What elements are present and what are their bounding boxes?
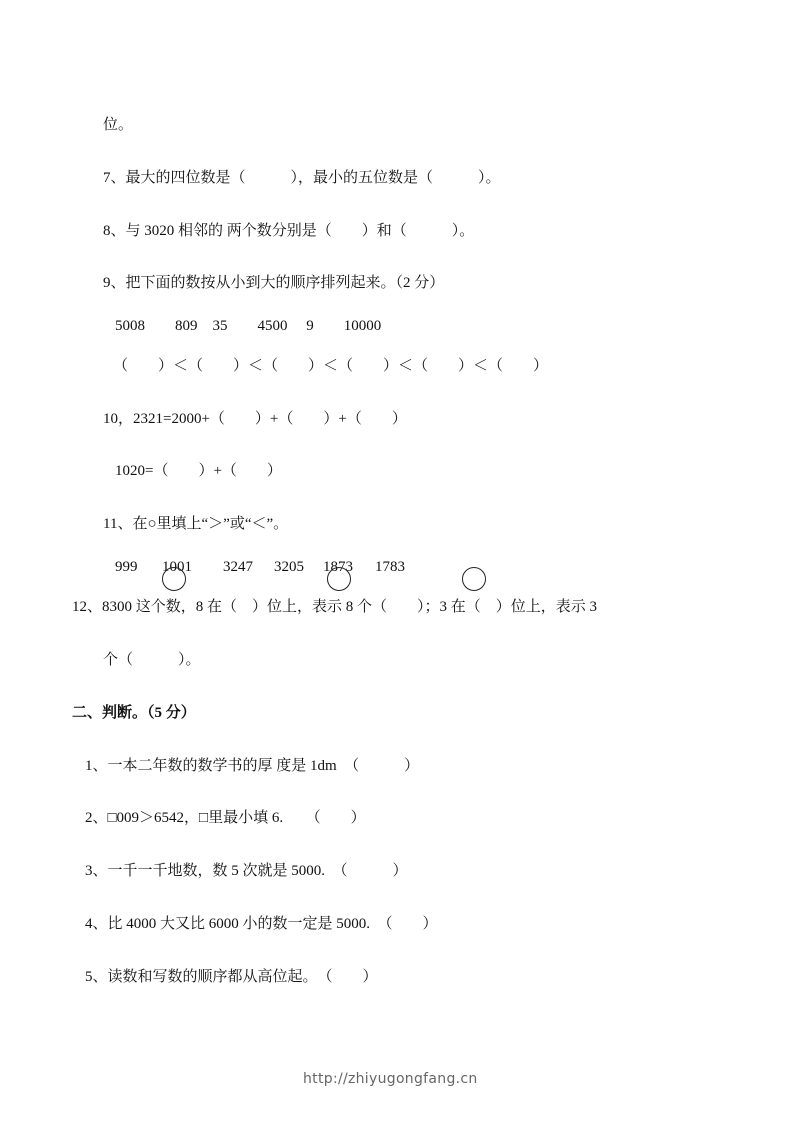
question-9-blanks: （ ）＜（ ）＜（ ）＜（ ）＜（ ）＜（ ） — [113, 358, 549, 374]
question-6-continuation: 位。 — [103, 117, 134, 133]
question-10: 10，2321=2000+（ ）+（ ）+（ ） — [103, 411, 407, 427]
compare-number: 3247 — [223, 559, 253, 575]
question-12-second-line: 个（ ）。 — [103, 652, 201, 668]
compare-number: 1783 — [375, 559, 405, 575]
question-9-numbers: 5008 809 35 4500 9 10000 — [115, 318, 382, 334]
compare-number: 1873 — [323, 559, 353, 575]
question-11: 11、在○里填上“＞”或“＜”。 — [103, 516, 289, 532]
judge-item-2: 2、□009＞6542，□里最小填 6. （ ） — [85, 810, 366, 826]
question-7: 7、最大的四位数是（ ），最小的五位数是（ ）。 — [103, 170, 501, 186]
compare-number: 1001 — [162, 559, 192, 575]
judge-item-1: 1、一本二年数的数学书的厚 度是 1dm （ ） — [85, 758, 420, 774]
footer-url[interactable]: http://zhiyugongfang.cn — [303, 1071, 478, 1087]
compare-circle[interactable] — [162, 567, 186, 591]
question-12: 12、8300 这个数，8 在（ ）位上，表示 8 个（ ）；3 在（ ）位上，表示 3 — [72, 599, 598, 615]
judge-item-5: 5、读数和写数的顺序都从高位起。 （ ） — [85, 969, 378, 985]
question-8: 8、与 3020 相邻的 两个数分别是（ ）和（ ）。 — [103, 223, 475, 239]
compare-number: 3205 — [274, 559, 304, 575]
judge-item-4: 4、比 4000 大又比 6000 小的数一定是 5000. （ ） — [85, 916, 438, 932]
judge-item-3: 3、一千一千地数，数 5 次就是 5000. （ ） — [85, 863, 408, 879]
compare-number: 999 — [115, 559, 138, 575]
question-9: 9、把下面的数按从小到大的顺序排列起来。（2 分） — [103, 275, 445, 291]
section-2-heading: 二、判断。（5 分） — [72, 705, 196, 721]
compare-circle[interactable] — [327, 567, 351, 591]
question-10-second-line: 1020=（ ）+（ ） — [115, 463, 282, 479]
compare-circle[interactable] — [462, 567, 486, 591]
